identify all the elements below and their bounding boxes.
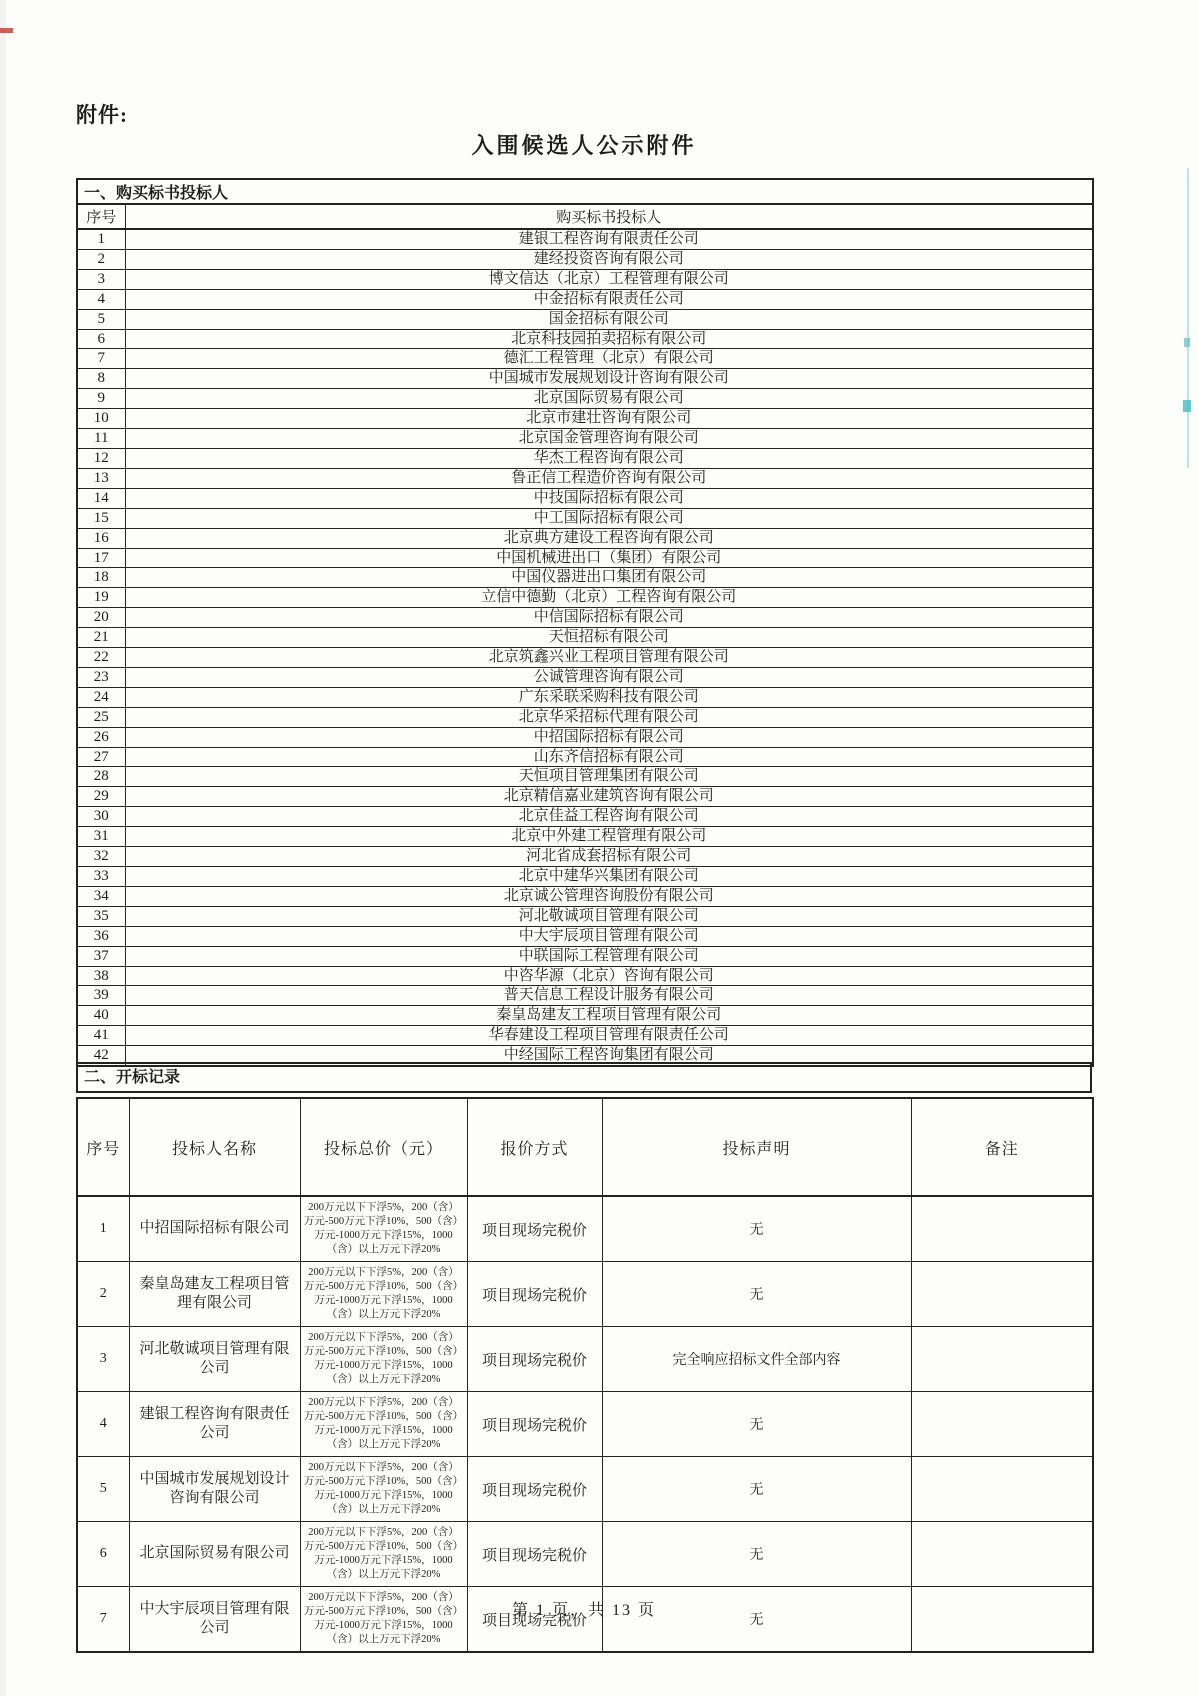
row-company: 中招国际招标有限公司 [125, 727, 1093, 747]
table-row [77, 687, 1093, 707]
bid-row-bidder: 秦皇岛建友工程项目管理有限公司 [129, 1262, 300, 1327]
purchasers-table-body [77, 229, 1093, 1066]
row-no: 17 [77, 548, 125, 568]
row-company: 德汇工程管理（北京）有限公司 [125, 349, 1093, 369]
row-no: 40 [77, 1006, 125, 1026]
table-row [77, 628, 1093, 648]
row-no: 5 [77, 309, 125, 329]
bid-row-statement: 无 [602, 1522, 911, 1587]
section2-heading: 二、开标记录 [76, 1062, 1092, 1093]
table-row [77, 528, 1093, 548]
row-company: 北京典方建设工程咨询有限公司 [125, 528, 1093, 548]
purchasers-table [76, 178, 1094, 1067]
bid-row-statement: 无 [602, 1392, 911, 1457]
row-no: 21 [77, 628, 125, 648]
bid-row-method: 项目现场完税价 [467, 1327, 602, 1392]
row-company: 博文信达（北京）工程管理有限公司 [125, 269, 1093, 289]
bid-row-method: 项目现场完税价 [467, 1587, 602, 1653]
row-no: 1 [77, 229, 125, 249]
row-company: 山东齐信招标有限公司 [125, 747, 1093, 767]
table-row [77, 309, 1093, 329]
table-row [77, 289, 1093, 309]
row-company: 华春建设工程项目管理有限责任公司 [125, 1026, 1093, 1046]
table-row [77, 946, 1093, 966]
table-row [77, 986, 1093, 1006]
row-company: 河北省成套招标有限公司 [125, 847, 1093, 867]
table-row [77, 807, 1093, 827]
row-company: 中金招标有限责任公司 [125, 289, 1093, 309]
bid-row-price: 200万元以下下浮5%，200（含）万元-500万元下浮10%，500（含）万元-1000万元下浮15%，1000（含）以上万元下浮20% [300, 1262, 467, 1327]
table-row [77, 568, 1093, 588]
row-company: 天恒招标有限公司 [125, 628, 1093, 648]
bid-row-method: 项目现场完税价 [467, 1522, 602, 1587]
table-row [77, 1457, 1093, 1522]
row-company: 中咨华源（北京）咨询有限公司 [125, 966, 1093, 986]
row-company: 北京市建壮咨询有限公司 [125, 409, 1093, 429]
row-no: 18 [77, 568, 125, 588]
col-header-bidder: 购买标书投标人 [125, 204, 1093, 229]
table-row [77, 886, 1093, 906]
row-company: 鲁正信工程造价咨询有限公司 [125, 468, 1093, 488]
bid-row-statement: 无 [602, 1587, 911, 1653]
bids-col-remark: 备注 [911, 1098, 1093, 1196]
row-company: 建银工程咨询有限责任公司 [125, 229, 1093, 249]
row-company: 北京筑鑫兴业工程项目管理有限公司 [125, 648, 1093, 668]
row-no: 8 [77, 369, 125, 389]
table-row [77, 926, 1093, 946]
row-no: 27 [77, 747, 125, 767]
scan-mark-cyan-tick [1184, 338, 1190, 347]
row-no: 11 [77, 429, 125, 449]
row-no: 23 [77, 667, 125, 687]
purchasers-header-row [77, 204, 1093, 229]
table-row [77, 329, 1093, 349]
bid-row-bidder: 中大宇辰项目管理有限公司 [129, 1587, 300, 1653]
row-no: 25 [77, 707, 125, 727]
row-company: 立信中德勤（北京）工程咨询有限公司 [125, 588, 1093, 608]
bid-row-price: 200万元以下下浮5%，200（含）万元-500万元下浮10%，500（含）万元-1000万元下浮15%，1000（含）以上万元下浮20% [300, 1587, 467, 1653]
bids-col-statement: 投标声明 [602, 1098, 911, 1196]
table-row [77, 1196, 1093, 1262]
row-company: 北京中建华兴集团有限公司 [125, 867, 1093, 887]
table-row [77, 648, 1093, 668]
bid-row-method: 项目现场完税价 [467, 1392, 602, 1457]
table-row [77, 906, 1093, 926]
bid-row-price: 200万元以下下浮5%，200（含）万元-500万元下浮10%，500（含）万元-1000万元下浮15%，1000（含）以上万元下浮20% [300, 1327, 467, 1392]
row-no: 24 [77, 687, 125, 707]
scan-edge-streak [0, 0, 6, 1696]
row-company: 公诚管理咨询有限公司 [125, 667, 1093, 687]
bids-table [76, 1097, 1094, 1653]
row-no: 31 [77, 827, 125, 847]
table-row [77, 827, 1093, 847]
bid-row-remark [911, 1457, 1093, 1522]
bid-row-price: 200万元以下下浮5%，200（含）万元-500万元下浮10%，500（含）万元-1000万元下浮15%，1000（含）以上万元下浮20% [300, 1522, 467, 1587]
section1-heading: 一、购买标书投标人 [77, 179, 1093, 204]
scan-mark-cyan-line [1187, 168, 1189, 468]
row-no: 39 [77, 986, 125, 1006]
bid-row-statement: 无 [602, 1457, 911, 1522]
table-row [77, 269, 1093, 289]
bid-row-statement: 无 [602, 1196, 911, 1262]
bids-col-method: 报价方式 [467, 1098, 602, 1196]
bid-row-remark [911, 1262, 1093, 1327]
row-no: 10 [77, 409, 125, 429]
bid-row-remark [911, 1522, 1093, 1587]
row-no: 30 [77, 807, 125, 827]
table-row [77, 787, 1093, 807]
row-company: 北京精信嘉业建筑咨询有限公司 [125, 787, 1093, 807]
row-no: 2 [77, 249, 125, 269]
bid-row-no: 1 [77, 1196, 129, 1262]
row-no: 19 [77, 588, 125, 608]
table-row [77, 488, 1093, 508]
row-no: 37 [77, 946, 125, 966]
bid-row-method: 项目现场完税价 [467, 1457, 602, 1522]
bid-row-remark [911, 1196, 1093, 1262]
row-company: 北京佳益工程咨询有限公司 [125, 807, 1093, 827]
row-company: 北京科技园拍卖招标有限公司 [125, 329, 1093, 349]
bids-col-bidder: 投标人名称 [129, 1098, 300, 1196]
page-footer: 第 1 页，共 13 页 [511, 1602, 656, 1619]
table-row [77, 667, 1093, 687]
row-company: 秦皇岛建友工程项目管理有限公司 [125, 1006, 1093, 1026]
row-no: 29 [77, 787, 125, 807]
attachment-label: 附件: [76, 103, 128, 127]
row-company: 中工国际招标有限公司 [125, 508, 1093, 528]
row-company: 中大宇辰项目管理有限公司 [125, 926, 1093, 946]
row-no: 20 [77, 608, 125, 628]
table-row [77, 409, 1093, 429]
row-no: 34 [77, 886, 125, 906]
bid-row-no: 5 [77, 1457, 129, 1522]
row-no: 33 [77, 867, 125, 887]
scan-mark-cyan-tick [1183, 400, 1191, 412]
row-no: 42 [77, 1046, 125, 1066]
table-row [77, 1006, 1093, 1026]
row-no: 28 [77, 767, 125, 787]
row-company: 普天信息工程设计服务有限公司 [125, 986, 1093, 1006]
bid-row-no: 3 [77, 1327, 129, 1392]
bid-row-bidder: 河北敬诚项目管理有限公司 [129, 1327, 300, 1392]
table-row [77, 548, 1093, 568]
row-company: 中联国际工程管理有限公司 [125, 946, 1093, 966]
row-no: 9 [77, 389, 125, 409]
row-company: 广东采联采购科技有限公司 [125, 687, 1093, 707]
table-row [77, 1327, 1093, 1392]
table-row [77, 448, 1093, 468]
row-no: 13 [77, 468, 125, 488]
row-no: 6 [77, 329, 125, 349]
row-company: 北京华采招标代理有限公司 [125, 707, 1093, 727]
bid-row-bidder: 中国城市发展规划设计咨询有限公司 [129, 1457, 300, 1522]
table-row [77, 608, 1093, 628]
bid-row-statement: 完全响应招标文件全部内容 [602, 1327, 911, 1392]
table-row [77, 229, 1093, 249]
row-no: 3 [77, 269, 125, 289]
bid-row-bidder: 建银工程咨询有限责任公司 [129, 1392, 300, 1457]
bid-row-no: 7 [77, 1587, 129, 1653]
bids-col-price: 投标总价（元） [300, 1098, 467, 1196]
bids-header-row [77, 1098, 1093, 1196]
row-no: 15 [77, 508, 125, 528]
table-row [77, 249, 1093, 269]
bid-row-price: 200万元以下下浮5%，200（含）万元-500万元下浮10%，500（含）万元-1000万元下浮15%，1000（含）以上万元下浮20% [300, 1457, 467, 1522]
bid-row-remark [911, 1392, 1093, 1457]
row-no: 36 [77, 926, 125, 946]
row-company: 中国城市发展规划设计咨询有限公司 [125, 369, 1093, 389]
table-row [77, 747, 1093, 767]
bid-row-no: 2 [77, 1262, 129, 1327]
row-company: 北京中外建工程管理有限公司 [125, 827, 1093, 847]
table-row [77, 468, 1093, 488]
row-company: 华杰工程咨询有限公司 [125, 448, 1093, 468]
table-row [77, 727, 1093, 747]
row-company: 中技国际招标有限公司 [125, 488, 1093, 508]
table-row [77, 707, 1093, 727]
table-row [77, 847, 1093, 867]
row-no: 38 [77, 966, 125, 986]
table-row [77, 767, 1093, 787]
row-company: 国金招标有限公司 [125, 309, 1093, 329]
bid-row-price: 200万元以下下浮5%，200（含）万元-500万元下浮10%，500（含）万元-1000万元下浮15%，1000（含）以上万元下浮20% [300, 1392, 467, 1457]
row-no: 7 [77, 349, 125, 369]
table-row [77, 588, 1093, 608]
bid-row-method: 项目现场完税价 [467, 1196, 602, 1262]
row-no: 22 [77, 648, 125, 668]
bid-row-bidder: 北京国际贸易有限公司 [129, 1522, 300, 1587]
table-row [77, 389, 1093, 409]
row-no: 16 [77, 528, 125, 548]
row-company: 北京国际贸易有限公司 [125, 389, 1093, 409]
row-company: 中国仪器进出口集团有限公司 [125, 568, 1093, 588]
bids-table-body [77, 1196, 1093, 1652]
bid-row-method: 项目现场完税价 [467, 1262, 602, 1327]
table-row [77, 1262, 1093, 1327]
table-row [77, 349, 1093, 369]
bid-row-remark [911, 1327, 1093, 1392]
table-row [77, 867, 1093, 887]
table-row [77, 1392, 1093, 1457]
row-company: 建经投资咨询有限公司 [125, 249, 1093, 269]
table-row [77, 966, 1093, 986]
row-company: 北京诚公管理咨询股份有限公司 [125, 886, 1093, 906]
col-header-no: 序号 [77, 204, 125, 229]
bid-row-no: 6 [77, 1522, 129, 1587]
page-title: 入围候选人公示附件 [471, 133, 697, 158]
row-no: 12 [77, 448, 125, 468]
table-row [77, 508, 1093, 528]
row-no: 35 [77, 906, 125, 926]
table-row [77, 1522, 1093, 1587]
row-company: 中国机械进出口（集团）有限公司 [125, 548, 1093, 568]
scan-mark-red [0, 28, 13, 33]
row-no: 14 [77, 488, 125, 508]
section1-heading-row [77, 179, 1093, 204]
bid-row-no: 4 [77, 1392, 129, 1457]
row-no: 4 [77, 289, 125, 309]
table-row [77, 1026, 1093, 1046]
row-no: 41 [77, 1026, 125, 1046]
row-company: 中信国际招标有限公司 [125, 608, 1093, 628]
table-row [77, 369, 1093, 389]
row-company: 北京国金管理咨询有限公司 [125, 429, 1093, 449]
row-company: 河北敬诚项目管理有限公司 [125, 906, 1093, 926]
row-company: 中经国际工程咨询集团有限公司 [125, 1046, 1093, 1066]
bid-row-statement: 无 [602, 1262, 911, 1327]
table-row [77, 429, 1093, 449]
row-no: 26 [77, 727, 125, 747]
bid-row-price: 200万元以下下浮5%，200（含）万元-500万元下浮10%，500（含）万元-1000万元下浮15%，1000（含）以上万元下浮20% [300, 1196, 467, 1262]
row-company: 天恒项目管理集团有限公司 [125, 767, 1093, 787]
bids-col-no: 序号 [77, 1098, 129, 1196]
bid-row-bidder: 中招国际招标有限公司 [129, 1196, 300, 1262]
row-no: 32 [77, 847, 125, 867]
